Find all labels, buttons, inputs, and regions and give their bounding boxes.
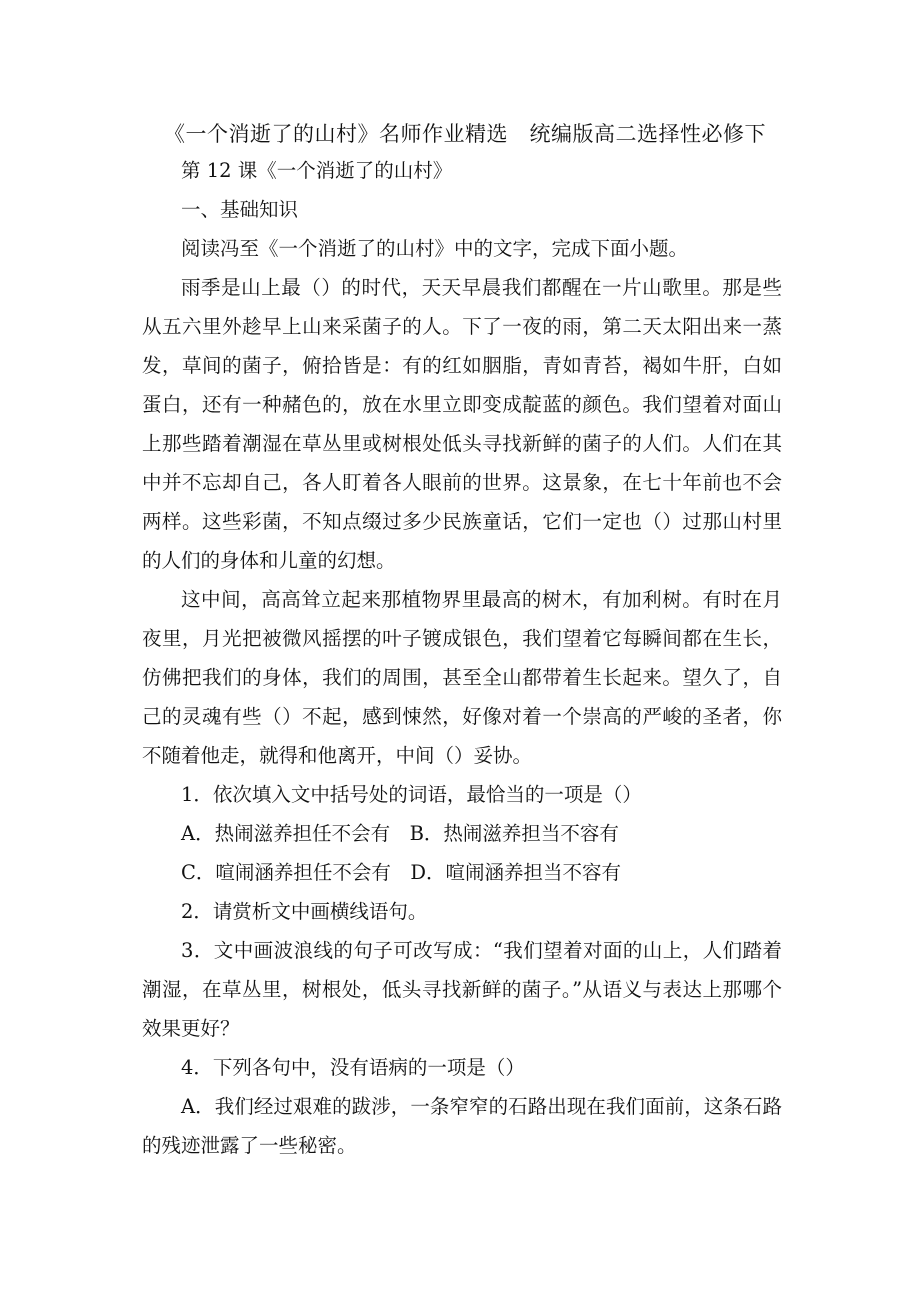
question-4: 4．下列各句中，没有语病的一项是（） <box>181 1056 525 1079</box>
document-body <box>142 151 782 1165</box>
lesson-heading: 第 12 课《一个消逝了的山村》 <box>181 159 453 182</box>
document-title: 《一个消逝了的山村》名师作业精选 统编版高二选择性必修下 <box>164 122 766 146</box>
passage-paragraph-2: 这中间，高高耸立起来那植物界里最高的树木，有加利树。有时在月夜里，月光把被微风摇摆的叶子镀成银色，我们望着它每瞬间都在生长，仿佛把我们的身体，我们的周围，甚至全山都带着生长起来。望久了，自己的灵魂有些（）不起，感到悚然，好像对着一个崇高的严峻的圣者，你不随着他走，就得和他离开，中间（）妥协。 <box>142 588 782 767</box>
reading-instruction: 阅读冯至《一个消逝了的山村》中的文字，完成下面小题。 <box>181 237 689 260</box>
section-heading: 一、基础知识 <box>181 198 299 221</box>
question-3: 3．文中画波浪线的句子可改写成：“我们望着对面的山上，人们踏着潮湿，在草丛里，树根处，低头寻找新鲜的菌子。”从语义与表达上那哪个效果更好？ <box>142 939 782 1040</box>
question-1-options-cd: C．喧闹涵养担任不会有 D．喧闹涵养担当不容有 <box>181 861 622 884</box>
question-2: 2．请赏析文中画横线语句。 <box>181 900 428 923</box>
question-4-option-a: A．我们经过艰难的跋涉，一条窄窄的石路出现在我们面前，这条石路的残迹泄露了一些秘密。 <box>142 1095 782 1157</box>
question-1-options-ab: A．热闹滋养担任不会有 B．热闹滋养担当不容有 <box>181 822 619 845</box>
question-1: 1．依次填入文中括号处的词语，最恰当的一项是（） <box>181 783 642 806</box>
passage-paragraph-1: 雨季是山上最（）的时代，天天早晨我们都醒在一片山歌里。那是些从五六里外趁早上山来采菌子的人。下了一夜的雨，第二天太阳出来一蒸发，草间的菌子，俯拾皆是：有的红如胭脂，青如青苔，褐如牛肝，白如蛋白，还有一种赭色的，放在水里立即变成靛蓝的颜色。我们望着对面山上那些踏着潮湿在草丛里或树根处低头寻找新鲜的菌子的人们。人们在其中并不忘却自己，各人盯着各人眼前的世界。这景象，在七十年前也不会两样。这些彩菌，不知点缀过多少民族童话，它们一定也（）过那山村里的人们的身体和儿童的幻想。 <box>142 276 782 572</box>
